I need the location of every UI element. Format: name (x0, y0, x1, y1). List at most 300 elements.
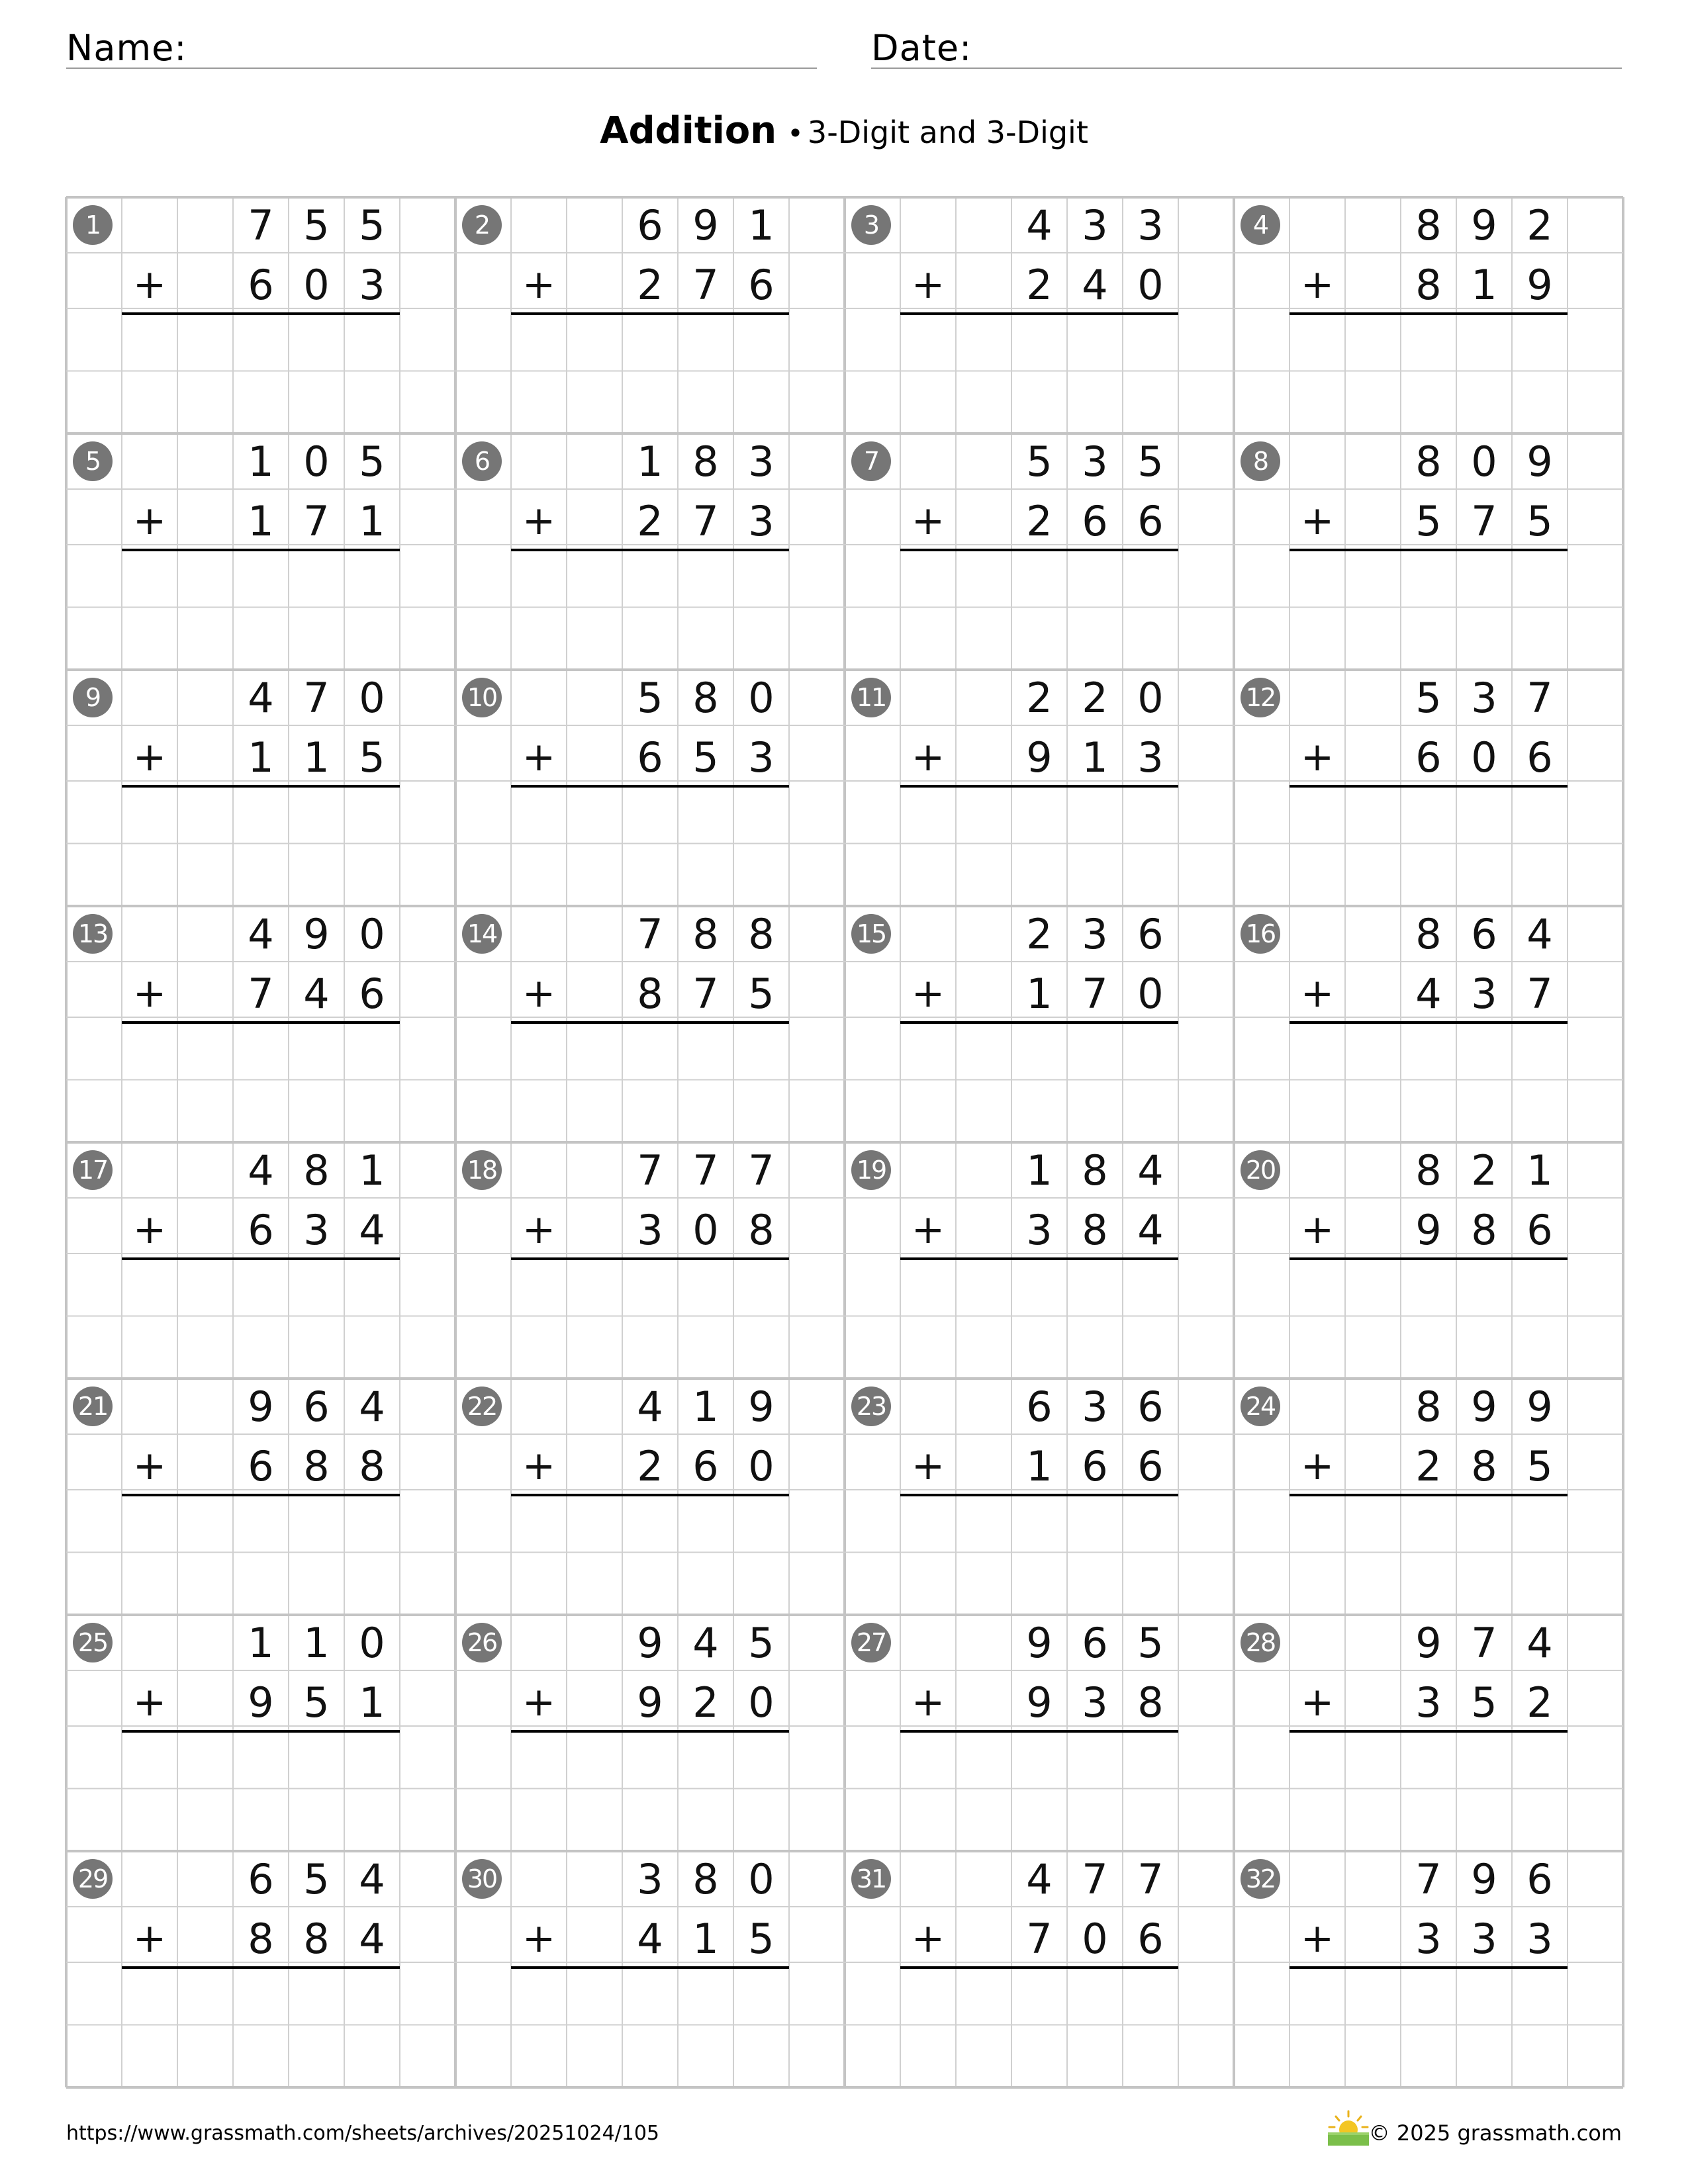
answer-cell[interactable] (1123, 1970, 1178, 2022)
problem-number-badge: 25 (73, 1623, 113, 1662)
plus-sign: + (132, 1443, 167, 1489)
answer-cell[interactable] (289, 1970, 344, 2022)
answer-cell[interactable] (1401, 316, 1456, 368)
bottom-digit: 3 (1082, 1678, 1108, 1727)
top-digit: 4 (359, 1855, 385, 1903)
plus-sign: + (1300, 734, 1335, 780)
answer-cell[interactable] (1456, 1970, 1512, 2022)
bottom-digit: 7 (692, 497, 719, 545)
bottom-digit: 3 (748, 497, 774, 545)
answer-cell[interactable] (1512, 316, 1568, 368)
answer-cell[interactable] (1011, 553, 1067, 604)
answer-cell[interactable] (1512, 1734, 1568, 1786)
bottom-digit: 8 (748, 1206, 774, 1254)
answer-cell[interactable] (567, 1025, 622, 1077)
answer-cell[interactable] (1512, 1261, 1568, 1313)
problem-number-badge: 32 (1241, 1859, 1280, 1899)
plus-sign: + (911, 1206, 945, 1253)
bottom-digit: 3 (748, 733, 774, 782)
answer-line (900, 312, 1178, 315)
answer-line (1289, 1494, 1568, 1496)
bottom-digit: 1 (692, 1915, 719, 1963)
answer-cell[interactable] (678, 316, 733, 368)
answer-cell[interactable] (567, 789, 622, 841)
answer-cell[interactable] (733, 1261, 789, 1313)
problem-19 (845, 1142, 1234, 1379)
bottom-digit: 5 (1415, 497, 1442, 545)
answer-cell[interactable] (1512, 1498, 1568, 1549)
bottom-digit: 8 (1082, 1206, 1108, 1254)
top-digit: 3 (1082, 1383, 1108, 1431)
bottom-digit: 1 (1082, 733, 1108, 782)
answer-cell[interactable] (622, 1498, 678, 1549)
top-digit: 7 (248, 201, 274, 250)
answer-cell[interactable] (956, 789, 1011, 841)
top-digit: 7 (1471, 1619, 1497, 1667)
answer-cell[interactable] (622, 1025, 678, 1077)
top-digit: 8 (692, 437, 719, 486)
problem-10 (455, 670, 845, 906)
bottom-digit: 8 (1471, 1206, 1497, 1254)
answer-cell[interactable] (733, 316, 789, 368)
answer-cell[interactable] (1512, 1970, 1568, 2022)
bottom-digit: 6 (248, 1206, 274, 1254)
answer-cell[interactable] (1011, 1970, 1067, 2022)
answer-cell[interactable] (1011, 1498, 1067, 1549)
answer-cell[interactable] (1456, 789, 1512, 841)
top-digit: 8 (303, 1146, 330, 1195)
bottom-digit: 5 (748, 1915, 774, 1963)
top-digit: 7 (1137, 1855, 1164, 1903)
bottom-digit: 6 (248, 261, 274, 309)
bottom-digit: 9 (1415, 1206, 1442, 1254)
answer-cell[interactable] (1512, 553, 1568, 604)
problem-number-badge: 4 (1241, 205, 1280, 245)
top-digit: 0 (748, 674, 774, 722)
sun-over-grass-icon (1325, 2109, 1372, 2148)
answer-cell[interactable] (1401, 1261, 1456, 1313)
answer-cell[interactable] (622, 316, 678, 368)
answer-cell[interactable] (1123, 1025, 1178, 1077)
bottom-digit: 6 (1082, 497, 1108, 545)
top-digit: 3 (1082, 910, 1108, 958)
top-digit: 3 (748, 437, 774, 486)
plus-sign: + (911, 261, 945, 308)
bottom-digit: 4 (1082, 261, 1108, 309)
problem-28 (1234, 1615, 1623, 1851)
problem-number-badge: 5 (73, 441, 113, 481)
top-digit: 8 (692, 674, 719, 722)
answer-cell[interactable] (733, 1970, 789, 2022)
top-digit: 1 (692, 1383, 719, 1431)
problem-31 (845, 1851, 1234, 2087)
top-digit: 2 (1082, 674, 1108, 722)
answer-cell[interactable] (956, 1498, 1011, 1549)
problem-21 (66, 1379, 455, 1615)
answer-cell[interactable] (289, 316, 344, 368)
top-digit: 7 (1082, 1855, 1108, 1903)
problem-7 (845, 433, 1234, 670)
answer-cell[interactable] (1345, 1025, 1401, 1077)
answer-cell[interactable] (567, 1734, 622, 1786)
answer-cell[interactable] (233, 1261, 289, 1313)
answer-cell[interactable] (1401, 1498, 1456, 1549)
problem-6 (455, 433, 845, 670)
answer-cell[interactable] (1345, 1734, 1401, 1786)
answer-cell[interactable] (344, 1261, 400, 1313)
answer-cell[interactable] (567, 316, 622, 368)
top-digit: 4 (1526, 1619, 1553, 1667)
answer-cell[interactable] (1401, 553, 1456, 604)
bottom-digit: 0 (748, 1678, 774, 1727)
plus-sign: + (911, 498, 945, 544)
plus-sign: + (522, 1443, 556, 1489)
answer-cell[interactable] (1456, 1261, 1512, 1313)
answer-cell[interactable] (1345, 1970, 1401, 2022)
plus-sign: + (1300, 970, 1335, 1017)
bottom-digit: 1 (1026, 1442, 1053, 1490)
top-digit: 2 (1471, 1146, 1497, 1195)
bottom-digit: 3 (303, 1206, 330, 1254)
answer-cell[interactable] (1512, 789, 1568, 841)
top-digit: 3 (1082, 201, 1108, 250)
top-digit: 9 (1415, 1619, 1442, 1667)
bottom-digit: 6 (1137, 1915, 1164, 1963)
bottom-digit: 6 (637, 733, 663, 782)
bottom-digit: 6 (1137, 497, 1164, 545)
answer-cell[interactable] (678, 1734, 733, 1786)
top-digit: 6 (1082, 1619, 1108, 1667)
answer-line (900, 785, 1178, 788)
answer-line (122, 1494, 400, 1496)
top-digit: 4 (359, 1383, 385, 1431)
answer-line (511, 549, 789, 551)
answer-cell[interactable] (678, 789, 733, 841)
problem-30 (455, 1851, 845, 2087)
top-digit: 5 (303, 201, 330, 250)
answer-cell[interactable] (1067, 1498, 1123, 1549)
top-digit: 3 (1137, 201, 1164, 250)
answer-cell[interactable] (1067, 316, 1123, 368)
answer-cell[interactable] (733, 789, 789, 841)
bottom-digit: 1 (1471, 261, 1497, 309)
answer-cell[interactable] (956, 553, 1011, 604)
plus-sign: + (522, 1679, 556, 1725)
top-digit: 4 (248, 674, 274, 722)
answer-cell[interactable] (1123, 789, 1178, 841)
answer-cell[interactable] (177, 553, 233, 604)
answer-cell[interactable] (1512, 1025, 1568, 1077)
bottom-digit: 2 (637, 261, 663, 309)
answer-cell[interactable] (233, 789, 289, 841)
answer-cell[interactable] (1123, 553, 1178, 604)
top-digit: 8 (1415, 1383, 1442, 1431)
top-digit: 7 (1415, 1855, 1442, 1903)
top-digit: 0 (303, 437, 330, 486)
top-digit: 5 (637, 674, 663, 722)
answer-cell[interactable] (1067, 1025, 1123, 1077)
answer-cell[interactable] (1456, 1498, 1512, 1549)
answer-cell[interactable] (1401, 789, 1456, 841)
bottom-digit: 2 (637, 1442, 663, 1490)
answer-cell[interactable] (1456, 316, 1512, 368)
problem-number-badge: 9 (73, 678, 113, 717)
answer-cell[interactable] (289, 789, 344, 841)
answer-cell[interactable] (344, 1970, 400, 2022)
top-digit: 1 (303, 1619, 330, 1667)
bottom-digit: 0 (1082, 1915, 1108, 1963)
problem-number-badge: 12 (1241, 678, 1280, 717)
answer-cell[interactable] (1011, 1261, 1067, 1313)
bottom-digit: 2 (1526, 1678, 1553, 1727)
answer-cell[interactable] (956, 316, 1011, 368)
answer-cell[interactable] (1067, 553, 1123, 604)
top-digit: 4 (637, 1383, 663, 1431)
answer-cell[interactable] (733, 1025, 789, 1077)
answer-line (122, 549, 400, 551)
plus-sign: + (911, 970, 945, 1017)
problem-number-badge: 20 (1241, 1150, 1280, 1190)
answer-cell[interactable] (1123, 1734, 1178, 1786)
top-digit: 4 (1026, 201, 1053, 250)
answer-cell[interactable] (567, 1261, 622, 1313)
top-digit: 2 (1526, 201, 1553, 250)
answer-cell[interactable] (233, 1734, 289, 1786)
top-digit: 9 (1526, 437, 1553, 486)
answer-cell[interactable] (1456, 553, 1512, 604)
answer-line (1289, 1257, 1568, 1260)
answer-cell[interactable] (233, 1025, 289, 1077)
date-label: Date: (871, 27, 972, 69)
top-digit: 7 (303, 674, 330, 722)
bottom-digit: 8 (637, 970, 663, 1018)
top-digit: 4 (248, 1146, 274, 1195)
bottom-digit: 7 (303, 497, 330, 545)
answer-cell[interactable] (177, 1970, 233, 2022)
problem-number-badge: 16 (1241, 914, 1280, 954)
answer-line (900, 1966, 1178, 1969)
answer-cell[interactable] (622, 1261, 678, 1313)
top-digit: 9 (1471, 1855, 1497, 1903)
problem-32 (1234, 1851, 1623, 2087)
answer-cell[interactable] (622, 553, 678, 604)
answer-cell[interactable] (344, 789, 400, 841)
answer-cell[interactable] (233, 316, 289, 368)
answer-cell[interactable] (733, 1498, 789, 1549)
bottom-digit: 6 (1082, 1442, 1108, 1490)
answer-cell[interactable] (289, 1261, 344, 1313)
plus-sign: + (1300, 1679, 1335, 1725)
answer-cell[interactable] (1067, 789, 1123, 841)
plus-sign: + (132, 1679, 167, 1725)
answer-cell[interactable] (1345, 553, 1401, 604)
plus-sign: + (522, 498, 556, 544)
answer-cell[interactable] (678, 553, 733, 604)
answer-cell[interactable] (1345, 316, 1401, 368)
bottom-digit: 8 (1137, 1678, 1164, 1727)
title-bullet: • (787, 117, 804, 150)
problem-16 (1234, 906, 1623, 1142)
answer-cell[interactable] (1345, 789, 1401, 841)
plus-sign: + (911, 1443, 945, 1489)
top-digit: 3 (1471, 674, 1497, 722)
answer-cell[interactable] (177, 1025, 233, 1077)
answer-cell[interactable] (177, 1261, 233, 1313)
answer-cell[interactable] (956, 1025, 1011, 1077)
top-digit: 5 (359, 437, 385, 486)
answer-line (511, 785, 789, 788)
answer-line (900, 1494, 1178, 1496)
answer-cell[interactable] (956, 1734, 1011, 1786)
answer-cell[interactable] (622, 1734, 678, 1786)
top-digit: 6 (1526, 1855, 1553, 1903)
answer-cell[interactable] (233, 1970, 289, 2022)
bottom-digit: 9 (637, 1678, 663, 1727)
bottom-digit: 5 (748, 970, 774, 1018)
answer-line (900, 1021, 1178, 1024)
plus-sign: + (132, 734, 167, 780)
answer-cell[interactable] (177, 789, 233, 841)
answer-cell[interactable] (1401, 1025, 1456, 1077)
answer-cell[interactable] (733, 553, 789, 604)
problem-number-badge: 3 (851, 205, 891, 245)
answer-cell[interactable] (1011, 789, 1067, 841)
answer-line (900, 549, 1178, 551)
answer-cell[interactable] (1011, 316, 1067, 368)
problem-3 (845, 197, 1234, 433)
answer-cell[interactable] (567, 1498, 622, 1549)
answer-cell[interactable] (956, 1970, 1011, 2022)
answer-cell[interactable] (1401, 1734, 1456, 1786)
answer-cell[interactable] (1067, 1261, 1123, 1313)
top-digit: 0 (1137, 674, 1164, 722)
answer-cell[interactable] (289, 553, 344, 604)
answer-cell[interactable] (1011, 1025, 1067, 1077)
problem-number-badge: 2 (462, 205, 502, 245)
problem-14 (455, 906, 845, 1142)
problem-20 (1234, 1142, 1623, 1379)
top-digit: 1 (637, 437, 663, 486)
bottom-digit: 0 (1137, 970, 1164, 1018)
problem-number-badge: 17 (73, 1150, 113, 1190)
answer-cell[interactable] (177, 316, 233, 368)
bottom-digit: 4 (637, 1915, 663, 1963)
answer-cell[interactable] (233, 553, 289, 604)
answer-cell[interactable] (1011, 1734, 1067, 1786)
bottom-digit: 5 (1526, 1442, 1553, 1490)
answer-cell[interactable] (1123, 1498, 1178, 1549)
bottom-digit: 5 (692, 733, 719, 782)
answer-line (511, 312, 789, 315)
answer-cell[interactable] (1345, 1261, 1401, 1313)
answer-cell[interactable] (1123, 1261, 1178, 1313)
problem-13 (66, 906, 455, 1142)
problem-number-badge: 14 (462, 914, 502, 954)
answer-cell[interactable] (1123, 316, 1178, 368)
answer-cell[interactable] (289, 1734, 344, 1786)
problem-18 (455, 1142, 845, 1379)
answer-cell[interactable] (567, 553, 622, 604)
top-digit: 9 (1526, 1383, 1553, 1431)
bottom-digit: 1 (248, 497, 274, 545)
plus-sign: + (522, 261, 556, 308)
answer-line (511, 1021, 789, 1024)
bottom-digit: 6 (359, 970, 385, 1018)
problem-29 (66, 1851, 455, 2087)
problem-number-badge: 27 (851, 1623, 891, 1662)
answer-cell[interactable] (622, 1970, 678, 2022)
answer-cell[interactable] (956, 1261, 1011, 1313)
name-label: Name: (66, 27, 187, 69)
bottom-digit: 3 (637, 1206, 663, 1254)
top-digit: 0 (1471, 437, 1497, 486)
top-digit: 1 (248, 437, 274, 486)
top-digit: 1 (1026, 1146, 1053, 1195)
problem-24 (1234, 1379, 1623, 1615)
answer-line (511, 1494, 789, 1496)
answer-cell[interactable] (678, 1025, 733, 1077)
answer-cell[interactable] (344, 553, 400, 604)
answer-line (122, 1257, 400, 1260)
answer-cell[interactable] (1067, 1734, 1123, 1786)
bottom-digit: 9 (248, 1678, 274, 1727)
bottom-digit: 7 (1526, 970, 1553, 1018)
bottom-digit: 6 (1526, 733, 1553, 782)
answer-cell[interactable] (344, 316, 400, 368)
plus-sign: + (522, 1915, 556, 1962)
top-digit: 8 (748, 910, 774, 958)
problem-15 (845, 906, 1234, 1142)
answer-cell[interactable] (289, 1025, 344, 1077)
answer-cell[interactable] (1456, 1025, 1512, 1077)
top-digit: 4 (1026, 1855, 1053, 1903)
answer-cell[interactable] (567, 1970, 622, 2022)
problem-4 (1234, 197, 1623, 433)
answer-cell[interactable] (678, 1498, 733, 1549)
answer-cell[interactable] (177, 1498, 233, 1549)
top-digit: 3 (1082, 437, 1108, 486)
answer-cell[interactable] (678, 1970, 733, 2022)
plus-sign: + (132, 1915, 167, 1962)
bottom-digit: 8 (1415, 261, 1442, 309)
problem-number-badge: 8 (1241, 441, 1280, 481)
bottom-digit: 6 (1137, 1442, 1164, 1490)
top-digit: 9 (1471, 201, 1497, 250)
answer-line (122, 1966, 400, 1969)
answer-cell[interactable] (1456, 1734, 1512, 1786)
answer-cell[interactable] (1401, 1970, 1456, 2022)
answer-cell[interactable] (1345, 1498, 1401, 1549)
answer-cell[interactable] (344, 1025, 400, 1077)
answer-cell[interactable] (233, 1498, 289, 1549)
problem-number-badge: 6 (462, 441, 502, 481)
top-digit: 6 (637, 201, 663, 250)
top-digit: 7 (748, 1146, 774, 1195)
top-digit: 6 (248, 1855, 274, 1903)
answer-line (122, 785, 400, 788)
answer-cell[interactable] (733, 1734, 789, 1786)
answer-line (122, 1730, 400, 1733)
answer-cell[interactable] (678, 1261, 733, 1313)
answer-cell[interactable] (344, 1498, 400, 1549)
answer-cell[interactable] (622, 789, 678, 841)
problem-25 (66, 1615, 455, 1851)
answer-cell[interactable] (289, 1498, 344, 1549)
answer-cell[interactable] (1067, 1970, 1123, 2022)
answer-cell[interactable] (344, 1734, 400, 1786)
answer-cell[interactable] (177, 1734, 233, 1786)
plus-sign: + (522, 734, 556, 780)
